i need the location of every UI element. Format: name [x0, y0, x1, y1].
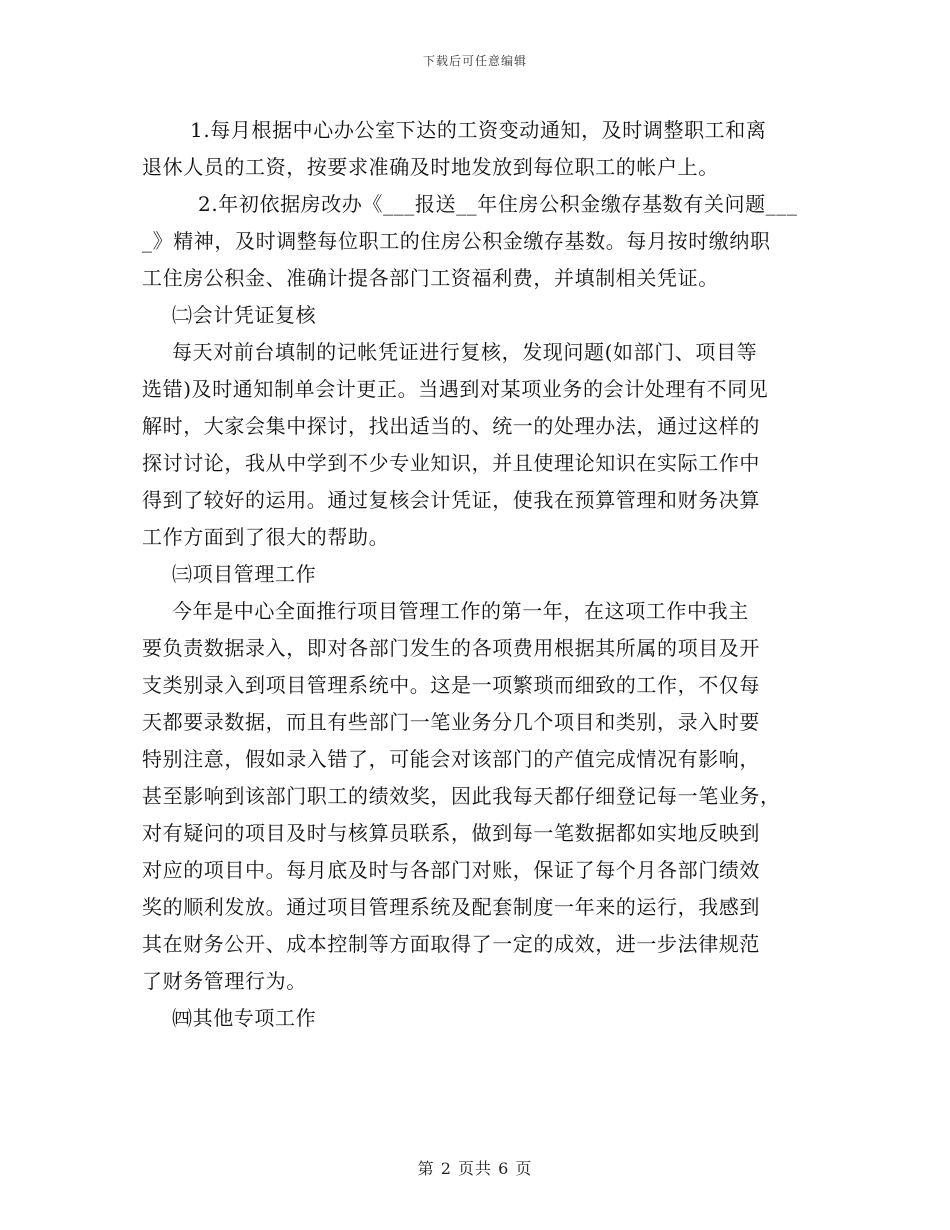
paragraph-line: 甚至影响到该部门职工的绩效奖，因此我每天都仔细登记每一笔业务，: [142, 784, 781, 808]
page-footer: 第 2 页共 6 页: [417, 1159, 533, 1178]
page-header: 下载后可任意编辑: [422, 54, 527, 68]
paragraph-line: 工作方面到了很大的帮助。: [142, 525, 390, 549]
section-heading: ㈢项目管理工作: [172, 562, 317, 586]
paragraph-line: 1.每月根据中心办公室下达的工资变动通知，及时调整职工和离: [190, 118, 767, 142]
paragraph-line: 解时，大家会集中探讨，找出适当的、统一的处理办法，通过这样的: [142, 414, 760, 438]
paragraph-line: 对有疑问的项目及时与核算员联系，做到每一笔数据都如实地反映到: [142, 821, 760, 845]
paragraph-line: 了财务管理行为。: [142, 969, 307, 993]
paragraph-line: _》精神，及时调整每位职工的住房公积金缴存基数。每月按时缴纳职: [142, 229, 771, 253]
paragraph-line: 探讨讨论，我从中学到不少专业知识，并且使理论知识在实际工作中: [142, 451, 760, 475]
paragraph-line: 对应的项目中。每月底及时与各部门对账，保证了每个月各部门绩效: [142, 858, 760, 882]
paragraph-line: 支类别录入到项目管理系统中。这是一项繁琐而细致的工作，不仅每: [142, 673, 760, 697]
paragraph-line: 天都要录数据，而且有些部门一笔业务分几个项目和类别，录入时要: [142, 710, 760, 734]
paragraph-line: 要负责数据录入，即对各部门发生的各项费用根据其所属的项目及开: [142, 636, 760, 660]
section-heading: ㈣其他专项工作: [172, 1006, 317, 1030]
paragraph-line: 奖的顺利发放。通过项目管理系统及配套制度一年来的运行，我感到: [142, 895, 760, 919]
paragraph-line: 特别注意，假如录入错了，可能会对该部门的产值完成情况有影响，: [142, 747, 760, 771]
paragraph-line: 每天对前台填制的记帐凭证进行复核，发现问题(如部门、项目等: [172, 340, 758, 364]
paragraph-line: 其在财务公开、成本控制等方面取得了一定的成效，进一步法律规范: [142, 932, 760, 956]
paragraph-line: 选错)及时通知制单会计更正。当遇到对某项业务的会计处理有不同见: [142, 377, 769, 401]
paragraph-line: 退休人员的工资，按要求准确及时地发放到每位职工的帐户上。: [142, 155, 719, 179]
paragraph-line: 得到了较好的运用。通过复核会计凭证，使我在预算管理和财务决算: [142, 488, 760, 512]
paragraph-line: 2.年初依据房改办《___报送__年住房公积金缴存基数有关问题___: [198, 192, 798, 216]
paragraph-line: 今年是中心全面推行项目管理工作的第一年，在这项工作中我主: [172, 599, 749, 623]
paragraph-line: 工住房公积金、准确计提各部门工资福利费，并填制相关凭证。: [142, 266, 719, 290]
section-heading: ㈡会计凭证复核: [172, 303, 317, 327]
document-body: [142, 112, 810, 1037]
